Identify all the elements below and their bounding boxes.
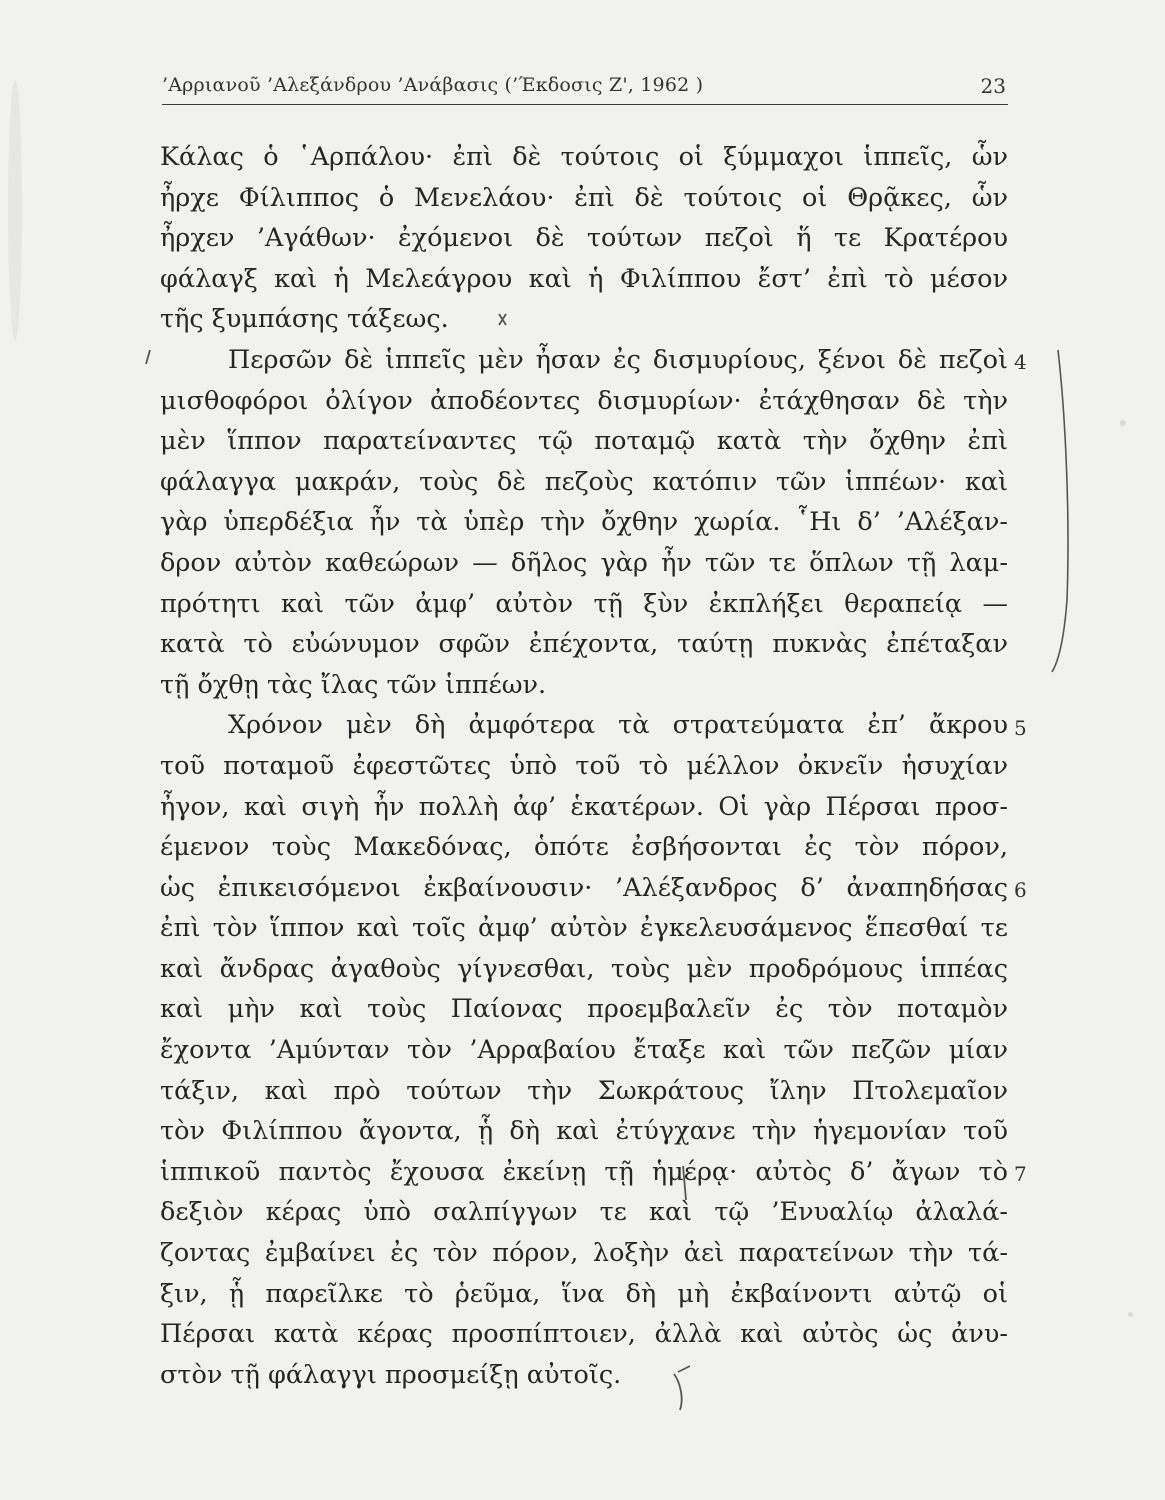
section-number: 5 <box>1014 716 1027 740</box>
text-line: μὲν ἵππον παρατείναντες τῷ ποταμῷ κατὰ τὴν ὄχθην ἐπὶ <box>160 426 1008 457</box>
section-number: 7 <box>1014 1162 1027 1186</box>
text-line: πρότητι καὶ τῶν ἀμφ’ αὐτὸν τῇ ξὺν ἐκπλήξει θεραπείᾳ — <box>160 588 1008 619</box>
text-line: δεξιὸν κέρας ὑπὸ σαλπίγγων τε καὶ τῷ ’Ενυαλίῳ ἀλαλά- <box>160 1197 1008 1228</box>
text-line: στὸν τῇ φάλαγγι προσμείξῃ αὐτοῖς. <box>160 1359 622 1390</box>
text-line: Πέρσαι κατὰ κέρας προσπίπτοιεν, ἀλλὰ καὶ αὐτὸς ὡς ἀνυ- <box>160 1319 1008 1350</box>
text-line: μισθοφόροι ὀλίγον ἀποδέοντες δισμυρίων· ἐτάχθησαν δὲ τὴν <box>160 385 1008 416</box>
text-line: φάλαγξ καὶ ἡ Μελεάγρου καὶ ἡ Φιλίππου ἔστ’ ἐπὶ τὸ μέσον <box>160 263 1008 294</box>
running-title: ’Αρριανοῦ ’Αλεξάνδρου ’Ανάβασις (’Έκδοσις Ζ', 1962 ) <box>162 74 704 96</box>
text-line: τὸν Φιλίππου ἄγοντα, ᾗ δὴ καὶ ἐτύγχανε τὴν ἡγεμονίαν τοῦ <box>160 1116 1008 1147</box>
text-line: τῇ ὄχθῃ τὰς ἴλας τῶν ἱππέων. <box>160 669 547 700</box>
text-line: Περσῶν δὲ ἱππεῖς μὲν ἦσαν ἐς δισμυρίους, ξένοι δὲ πεζοὶ <box>228 344 1008 375</box>
page-number: 23 <box>980 74 1006 98</box>
text-line: γὰρ ὑπερδέξια ἦν τὰ ὑπὲρ τὴν ὄχθην χωρία. ῟Ηι δ’ ’Αλέξαν- <box>160 507 1008 538</box>
section-number: 4 <box>1014 350 1027 374</box>
page-speck <box>1128 1312 1133 1317</box>
text-line: ἦγον, καὶ σιγὴ ἦν πολλὴ ἀφ’ ἑκατέρων. Οἱ γὰρ Πέρσαι προσ- <box>160 791 1008 822</box>
text-line: ζοντας ἐμβαίνει ἐς τὸν πόρον, λοξὴν ἀεὶ παρατείνων τὴν τά- <box>160 1238 1008 1269</box>
page-speck <box>1120 420 1126 426</box>
text-line: ξιν, ᾗ παρεῖλκε τὸ ῥεῦμα, ἵνα δὴ μὴ ἐκβαίνοντι αὐτῷ οἱ <box>160 1278 1008 1309</box>
text-line: φάλαγγα μακράν, τοὺς δὲ πεζοὺς κατόπιν τῶν ἱππέων· καὶ <box>160 466 1008 497</box>
text-line: κατὰ τὸ εὐώνυμον σφῶν ἐπέχοντα, ταύτῃ πυκνὰς ἐπέταξαν <box>160 629 1008 660</box>
text-line: ἔχοντα ’Αμύνταν τὸν ’Αρραβαίου ἔταξε καὶ τῶν πεζῶν μίαν <box>160 1035 1008 1066</box>
text-line: έμενον τοὺς Μακεδόνας, ὁπότε ἐσβήσονται ἐς τὸν πόρον, <box>160 832 1008 863</box>
text-line: τοῦ ποταμοῦ ἐφεστῶτες ὑπὸ τοῦ τὸ μέλλον ὀκνεῖν ἡσυχίαν <box>160 750 1008 781</box>
greek-text-body <box>160 137 1008 1395</box>
text-line: Κάλας ὁ ῾Αρπάλου· ἐπὶ δὲ τούτοις οἱ ξύμμαχοι ἱππεῖς, ὧν <box>160 142 1008 172</box>
text-line: ὡς ἐπικεισόμενοι ἐκβαίνουσιν· ’Αλέξανδρος δ’ ἀναπηδήσας <box>160 872 1008 903</box>
text-line: καὶ μὴν καὶ τοὺς Παίονας προεμβαλεῖν ἐς τὸν ποταμὸν <box>160 994 1008 1025</box>
text-line: ἦρχε Φίλιππος ὁ Μενελάου· ἐπὶ δὲ τούτοις οἱ Θρᾷκες, ὧν <box>160 182 1008 213</box>
text-line: ἦρχεν ’Αγάθων· ἐχόμενοι δὲ τούτων πεζοὶ ἥ τε Κρατέρου <box>160 223 1008 254</box>
text-line: ἐπὶ τὸν ἵππον καὶ τοῖς ἀμφ’ αὐτὸν ἐγκελευσάμενος ἕπεσθαί τε <box>160 913 1008 944</box>
running-header <box>162 70 1008 105</box>
text-line: τῆς ξυμπάσης τάξεως. <box>160 304 449 335</box>
text-line: καὶ ἄνδρας ἀγαθοὺς γίγνεσθαι, τοὺς μὲν προδρόμους ἱππέας <box>160 953 1008 984</box>
text-line: ἱππικοῦ παντὸς ἔχουσα ἐκείνῃ τῇ ἡμέρᾳ· αὐτὸς δ’ ἄγων τὸ <box>160 1156 1008 1187</box>
text-line: δρον αὐτὸν καθεώρων — δῆλος γὰρ ἦν τῶν τε ὅπλων τῇ λαμ- <box>160 547 1008 578</box>
text-line: τάξιν, καὶ πρὸ τούτων τὴν Σωκράτους ἴλην Πτολεμαῖον <box>160 1075 1008 1106</box>
section-number: 6 <box>1014 878 1027 902</box>
text-line: Χρόνον μὲν δὴ ἀμφότερα τὰ στρατεύματα ἐπ’ ἄκρου <box>228 710 1008 741</box>
page-edge-shadow <box>8 80 22 340</box>
